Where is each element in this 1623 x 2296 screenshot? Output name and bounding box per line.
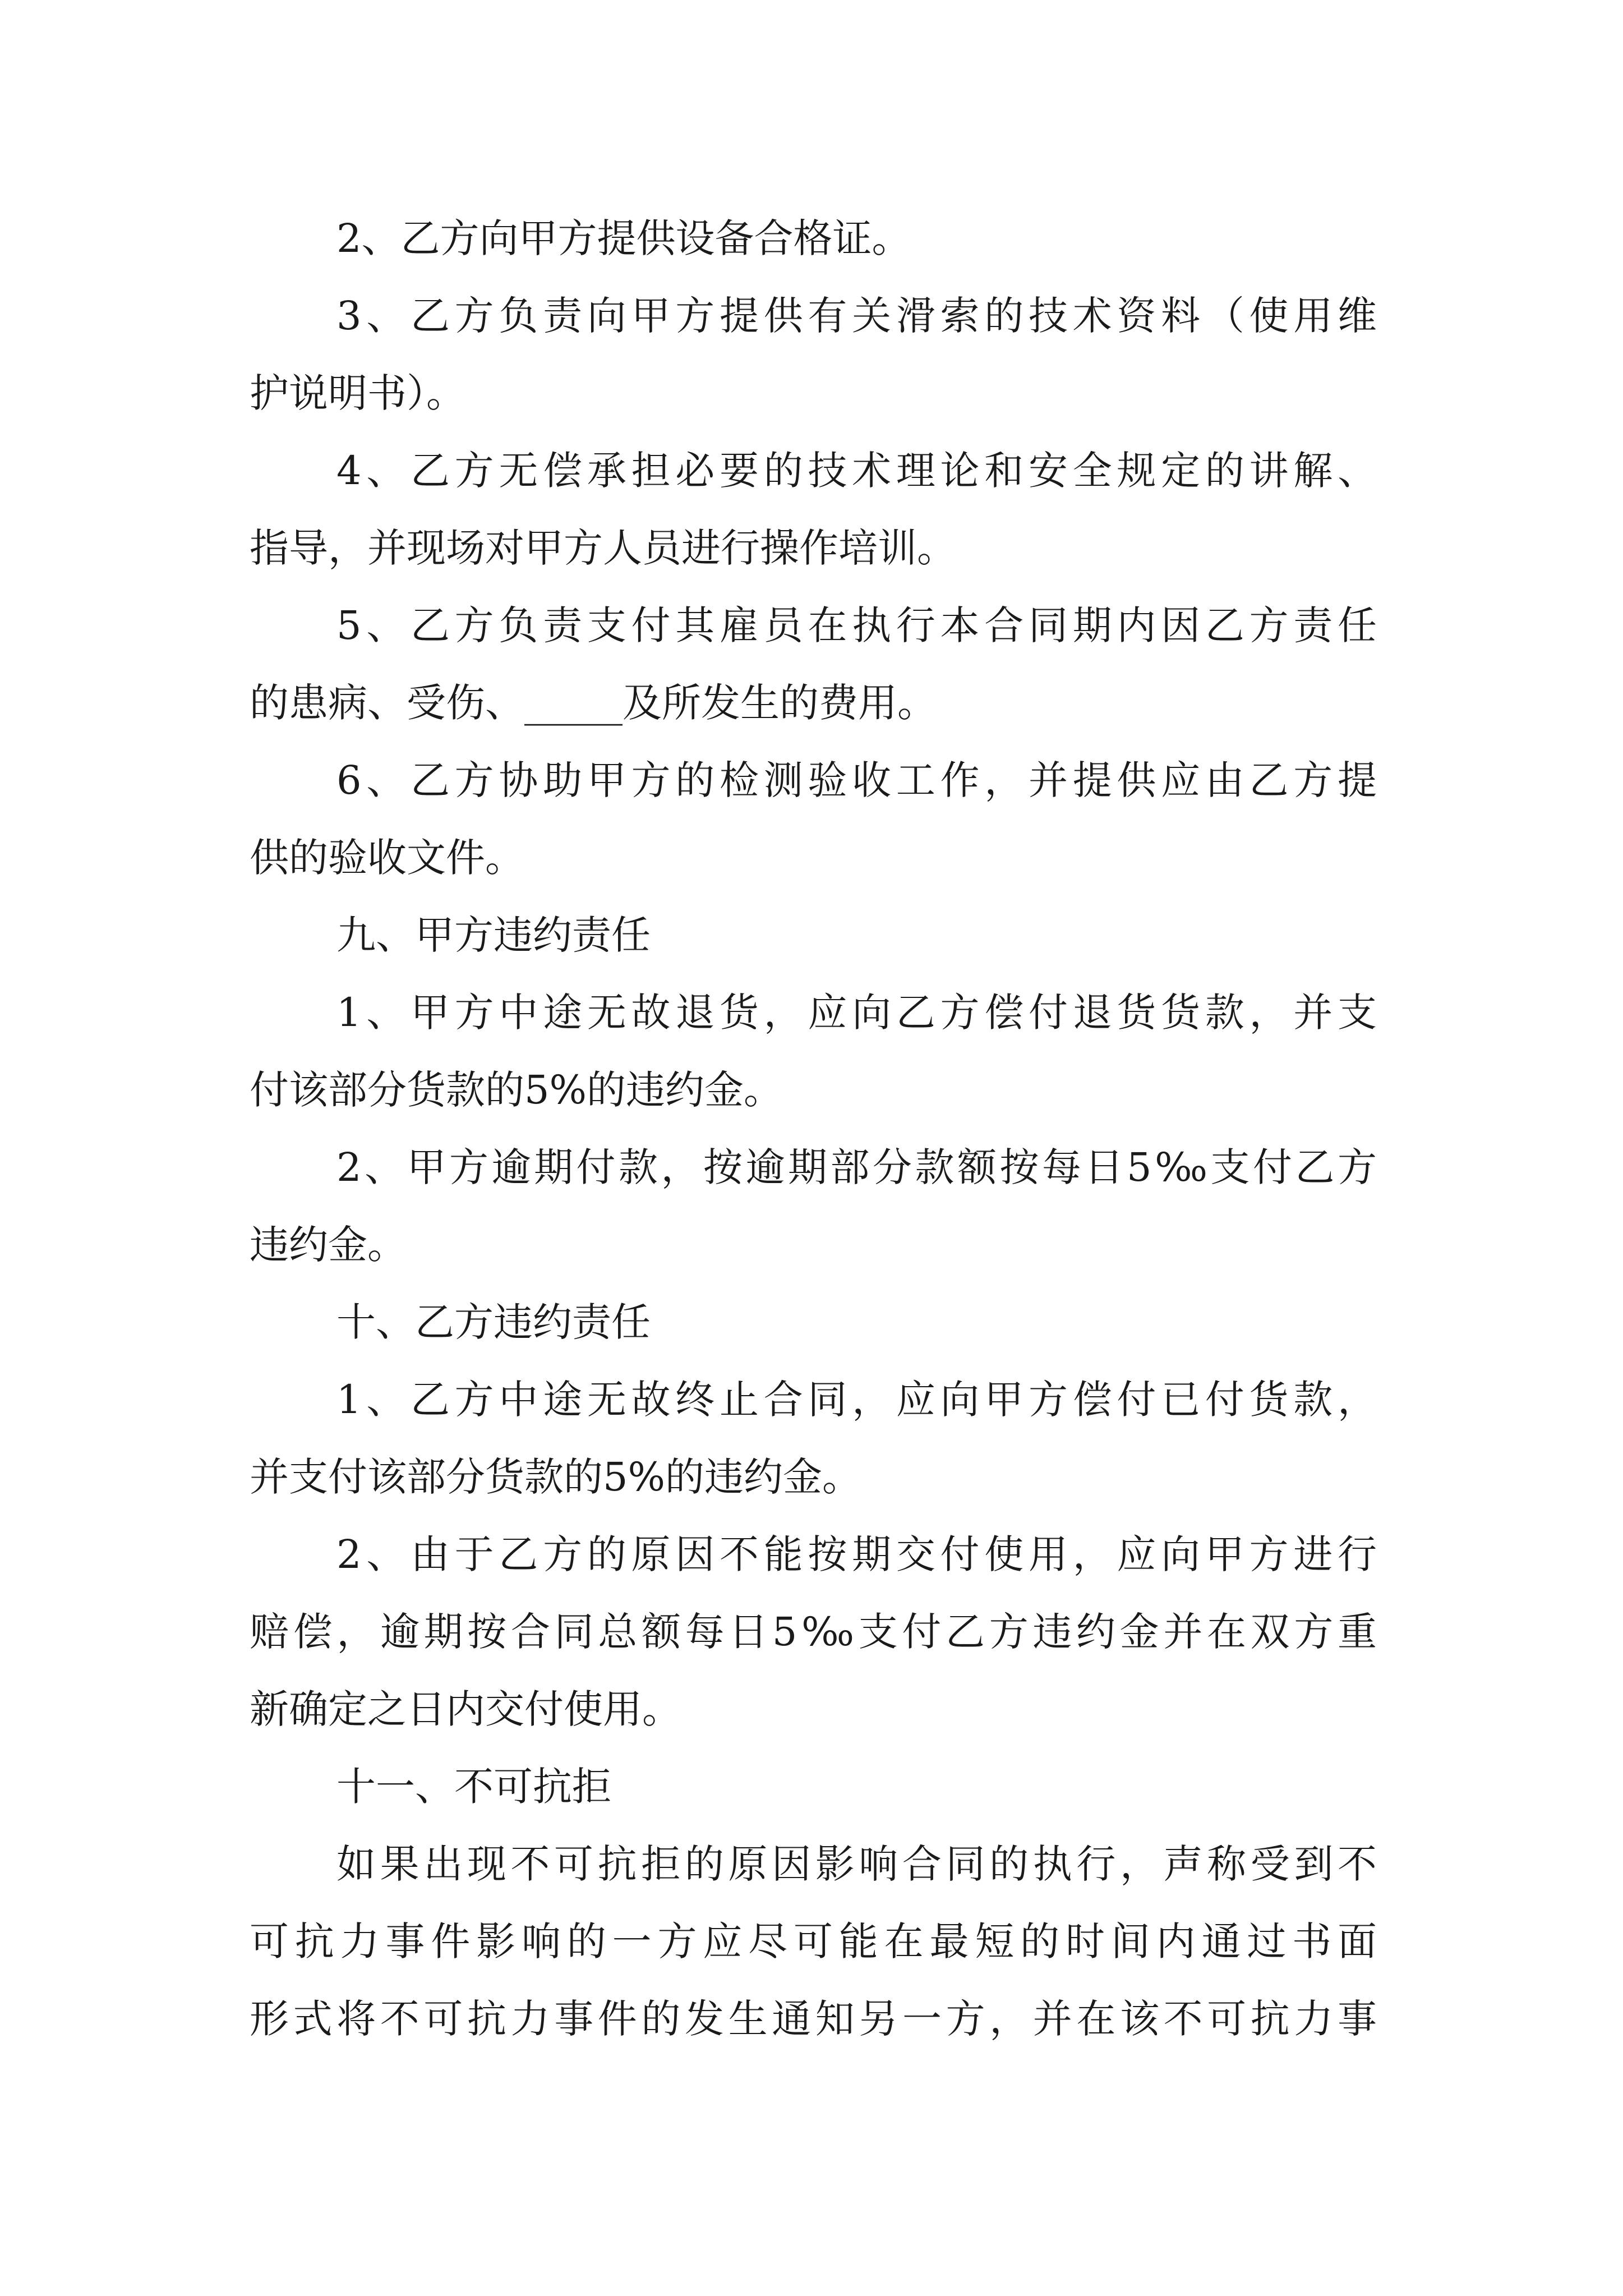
clause-8-item-5-line-1: 5、乙方负责支付其雇员在执行本合同期内因乙方责任 (336, 602, 1377, 648)
clause-11-para-line-1: 如果出现不可抗拒的原因影响合同的执行，声称受到不 (336, 1841, 1377, 1887)
clause-8-item-3-line-1: 3、乙方负责向甲方提供有关滑索的技术资料（使用维 (336, 293, 1377, 339)
clause-10-item-2-line-2: 赔偿，逾期按合同总额每日5‰支付乙方违约金并在双方重 (250, 1609, 1377, 1655)
clause-10-item-2-line-1: 2、由于乙方的原因不能按期交付使用，应向甲方进行 (336, 1531, 1377, 1577)
section-11-heading: 十一、不可抗拒 (336, 1764, 611, 1810)
section-10-heading: 十、乙方违约责任 (336, 1299, 651, 1345)
clause-9-item-2-line-1: 2、甲方逾期付款，按逾期部分款额按每日5‰支付乙方 (336, 1144, 1377, 1190)
clause-11-para-line-3: 形式将不可抗力事件的发生通知另一方，并在该不可抗力事 (250, 1996, 1377, 2042)
clause-8-item-6-line-2: 供的验收文件。 (250, 835, 524, 881)
clause-9-item-2-line-2: 违约金。 (250, 1222, 407, 1268)
clause-10-item-1-line-1: 1、乙方中途无故终止合同，应向甲方偿付已付货款， (336, 1377, 1377, 1423)
clause-8-item-3-line-2: 护说明书）。 (250, 370, 465, 416)
clause-8-item-4-line-1: 4、乙方无偿承担必要的技术理论和安全规定的讲解、 (336, 448, 1377, 494)
clause-9-item-1-line-1: 1、甲方中途无故退货，应向乙方偿付退货货款，并支 (336, 990, 1377, 1036)
clause-8-item-6-line-1: 6、乙方协助甲方的检测验收工作，并提供应由乙方提 (336, 757, 1377, 803)
clause-11-para-line-2: 可抗力事件影响的一方应尽可能在最短的时间内通过书面 (250, 1918, 1377, 1964)
clause-8-item-4-line-2: 指导，并现场对甲方人员进行操作培训。 (250, 525, 956, 571)
clause-10-item-1-line-2: 并支付该部分货款的5%的违约金。 (250, 1454, 862, 1500)
clause-9-item-1-line-2: 付该部分货款的5%的违约金。 (250, 1067, 783, 1113)
clause-8-item-2: 2、乙方向甲方提供设备合格证。 (336, 215, 911, 261)
clause-10-item-2-line-3: 新确定之日内交付使用。 (250, 1686, 681, 1732)
section-9-heading: 九、甲方违约责任 (336, 912, 651, 958)
clause-8-item-5-line-2: 的患病、受伤、_____及所发生的费用。 (250, 680, 937, 726)
